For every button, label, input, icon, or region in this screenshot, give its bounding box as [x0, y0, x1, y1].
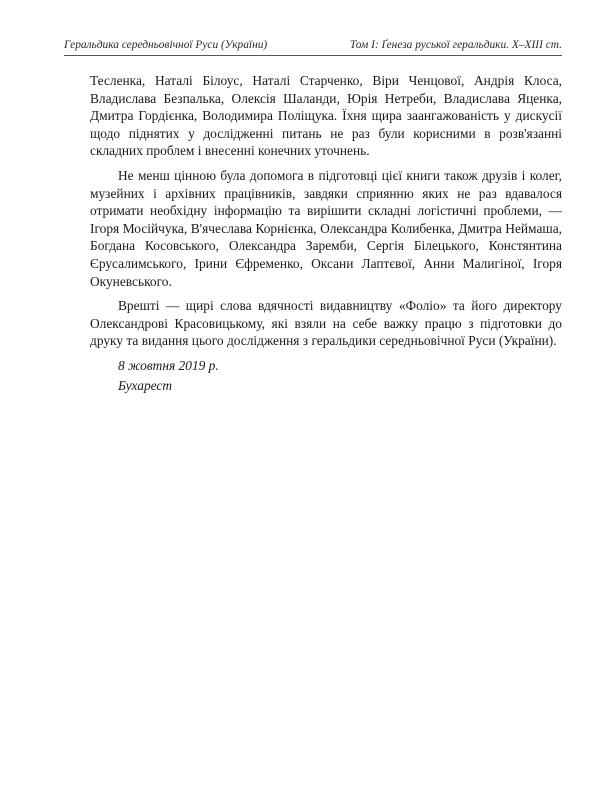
- running-head: [64, 38, 562, 54]
- running-head-volume-title: Том І: Ґенеза руської геральдики. X–XIII ст.: [349, 39, 562, 51]
- page-body: [90, 72, 562, 394]
- running-head-book-title: Геральдика середньовічної Руси (України): [64, 39, 268, 51]
- header-rule: [64, 55, 562, 56]
- paragraph-publisher-thanks: Врешті — щирі слова вдячності видавництву «Фоліо» та його директору Олександрові Красовицькому, які взяли на себе важку працю з підготовки до друку та видання цього дослідження з геральдики середньовічної Руси (України).: [90, 298, 562, 349]
- signature-date: 8 жовтня 2019 р.: [118, 357, 219, 373]
- paragraph-acknowledgements: Не менш цінною була допомога в підготовці цієї книги також друзів і колег, музейних і архівних працівників, завдяки сприянню яких не раз вдавалося отримати необхідну інформацію та вирішити складні логістичні проблеми, — Ігоря Мосійчука, В'ячеслава Корнієнка, Олександра Колибенка, Дмитра Неймаша, Богдана Косовського, Олександра Заремби, Сергія Білецького, Констянтина Єрусалимського, Ірини Єфременко, Оксани Лаптєвої, Анни Малигіної, Ігоря Окуневського.: [90, 167, 562, 289]
- paragraph-continued: Тесленка, Наталі Білоус, Наталі Старченко, Віри Ченцової, Андрія Клоса, Владислава Безпалька, Олексія Шаланди, Юрія Нетреби, Владислава Яценка, Дмитра Гордієнка, Володимира Поліщука. Їхня щира заангажованість у дискусії щодо піднятих у дослідженні питань не раз були корисними в розв'язанні складних проблем і внесенні конечних уточнень.: [90, 73, 562, 159]
- signature-place: Бухарест: [118, 377, 173, 393]
